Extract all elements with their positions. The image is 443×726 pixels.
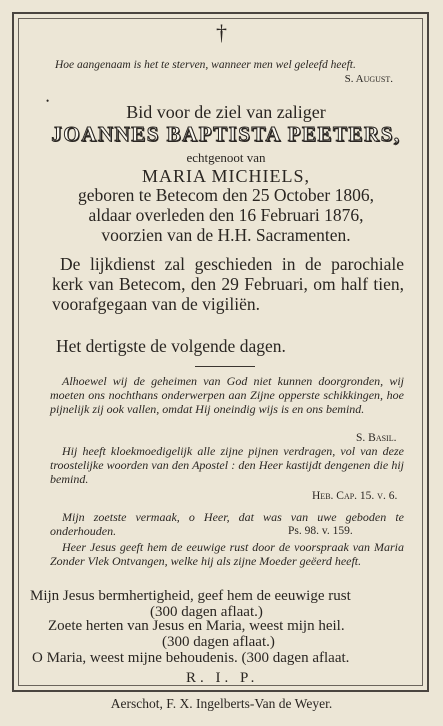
deceased-name: JOANNES BAPTISTA PEETERS, <box>51 122 401 146</box>
epigraph-text: Hoe aangenaam is het te sterven, wanneer men wel geleefd heeft. <box>55 59 356 71</box>
prayer-line-2: Zoete herten van Jesus en Maria, weest mijn heil. <box>48 618 345 634</box>
quote-basil: Alhoewel wij de geheimen van God niet kunnen doorgronden, wij moeten ons nochthans onderwerpen aan Zijne opperste schikkingen, hoe pijnelijk zij ook vallen, omdat Hij oneindig wijs is en ons bemind. <box>50 374 404 416</box>
epigraph-author: S. August. <box>344 73 393 85</box>
epigraph <box>55 58 407 85</box>
prayer-line-3: O Maria, weest mijne behoudenis. (300 dagen aflaat. <box>32 650 350 666</box>
quote-psalm: Mijn zoetste vermaak, o Heer, dat was van uwe geboden te onderhouden. <box>50 510 404 538</box>
rip-text: R. I. P. <box>186 670 259 686</box>
thirtieth-notice: Het dertigste de volgende dagen. <box>56 336 286 356</box>
prayer-indulgence-1: (300 dagen aflaat.) <box>150 604 263 620</box>
death-line: aldaar overleden den 16 Februari 1876, <box>88 205 364 225</box>
prayer-indulgence-2: (300 dagen aflaat.) <box>162 634 275 650</box>
sacraments-line: voorzien van de H.H. Sacramenten. <box>101 225 351 245</box>
spouse-label: echtgenoot van <box>186 150 266 165</box>
cross-icon: † <box>216 20 227 45</box>
quote-ref-psalm: Ps. 98. v. 159. <box>288 525 353 537</box>
prayer-line-1: Mijn Jesus bermhertigheid, geef hem de eeuwige rust <box>30 588 351 604</box>
divider <box>195 366 255 367</box>
quote-ref-hebrews: Heb. Cap. 15. v. 6. <box>312 490 398 502</box>
quote-prayer: Heer Jesus geeft hem de eeuwige rust door de voorspraak van Maria Zonder Vlek Ontvangen, welke hij als zijne Moeder geëerd heeft. <box>50 540 404 568</box>
bullet-mark: • <box>46 96 50 106</box>
funeral-notice: De lijkdienst zal geschieden in de parochiale kerk van Betecom, den 29 Februari, om half tien, voorafgegaan van de vigiliën. <box>52 254 404 314</box>
birth-line: geboren te Betecom den 25 October 1806, <box>78 185 374 205</box>
quote-ref-basil: S. Basil. <box>356 432 397 444</box>
quote-hebrews: Hij heeft kloekmoedigelijk alle zijne pijnen verdragen, vol van deze troostelijke woorden van den Apostel : den Heer kastijdt dengenen die hij bemind. <box>50 444 404 486</box>
printer-imprint: Aerschot, F. X. Ingelberts-Van de Weyer. <box>110 696 333 711</box>
spouse-name: MARIA MICHIELS, <box>141 166 310 186</box>
biography <box>40 185 412 245</box>
intro-line: Bid voor de ziel van zaliger <box>126 102 326 122</box>
